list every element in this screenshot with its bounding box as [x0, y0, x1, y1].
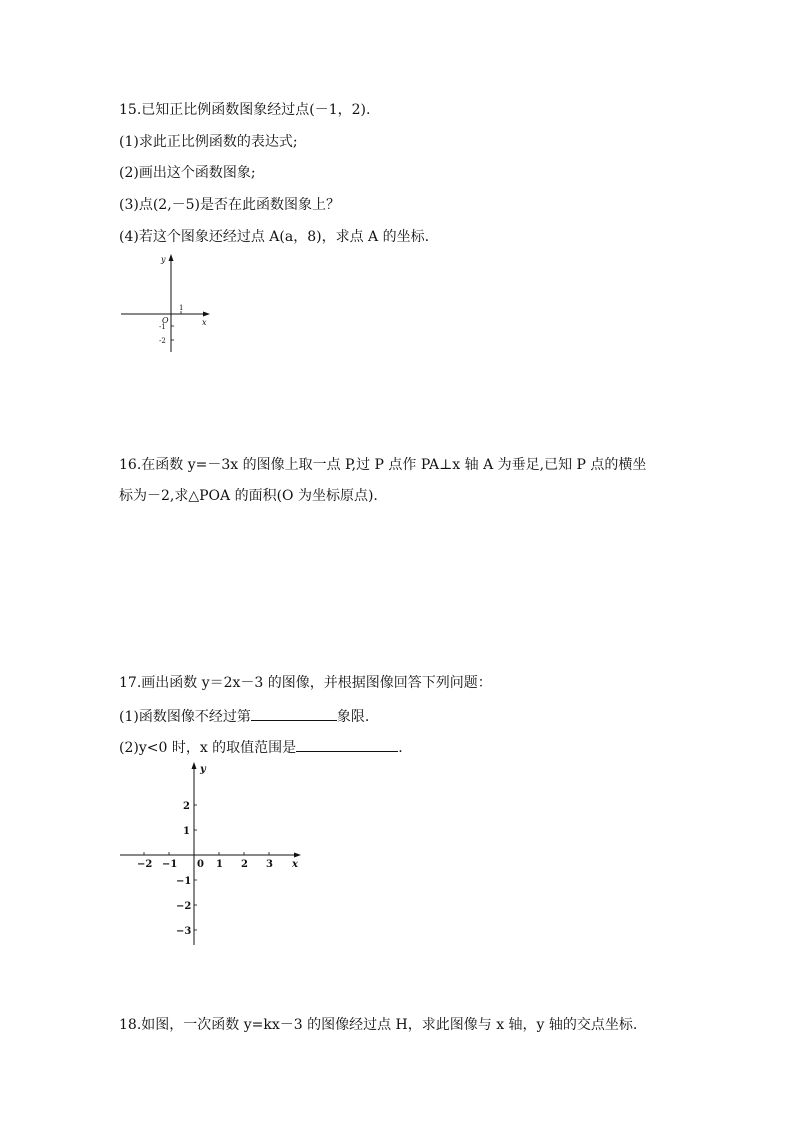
q15-coordinate-graph: [118, 252, 218, 354]
q15-stem: 15.已知正比例函数图象经过点(－1，2).: [119, 102, 371, 118]
q15-origin-label: O: [162, 316, 169, 325]
q16-line1: 16.在函数 y=－3x 的图像上取一点 P,过 P 点作 PA⊥x 轴 A 为垂足,已知 P 点的横坐: [119, 457, 647, 473]
q15-part4: (4)若这个图象还经过点 A(a，8)，求点 A 的坐标.: [119, 229, 430, 245]
q15-y-label: y: [161, 255, 166, 264]
q17-coordinate-graph: [118, 760, 308, 950]
q17-part1-text: (1)函数图像不经过第: [119, 709, 251, 725]
q17-part1-suffix: 象限.: [336, 709, 370, 725]
q15-tick-label-y-neg1: -1: [159, 323, 166, 331]
q17-x-tick-label: 0: [197, 859, 204, 870]
q17-y-tick-label: −1: [176, 876, 192, 887]
q15-tick-label-x1: 1: [179, 304, 184, 312]
q15-tick-label-y-neg2: -2: [159, 337, 166, 345]
q17-y-label: y: [200, 764, 206, 775]
q15-part1: (1)求此正比例函数的表达式;: [119, 134, 298, 150]
q15-part2: (2)画出这个函数图象;: [119, 165, 256, 181]
q17-y-tick-label: 2: [183, 801, 190, 812]
q17-stem: 17.画出函数 y＝2x－3 的图像，并根据图像回答下列问题：: [119, 675, 492, 691]
q15-part3: (3)点(2,－5)是否在此函数图象上？: [119, 197, 341, 213]
q18-stem: 18.如图，一次函数 y=kx－3 的图像经过点 H，求此图像与 x 轴，y 轴的交点坐标.: [119, 1017, 638, 1033]
q17-x-tick-label: −1: [162, 859, 178, 870]
q17-part1: [119, 706, 369, 726]
q17-y-arrow: [192, 762, 197, 769]
q17-y-tick-label: −3: [176, 926, 192, 937]
q17-x-tick-label: 1: [216, 859, 223, 870]
q17-x-tick-label: −2: [137, 859, 153, 870]
q17-answer-blank-2[interactable]: [296, 737, 398, 752]
q17-y-tick-label: 1: [183, 826, 190, 837]
q16-line2: 标为－2,求△POA 的面积(O 为坐标原点).: [119, 488, 378, 504]
q15-x-label: x: [202, 318, 207, 327]
q15-x-arrow: [203, 312, 210, 317]
q17-x-tick-label: 2: [241, 859, 248, 870]
q17-x-tick-label: 3: [266, 859, 273, 870]
q15-y-arrow: [169, 254, 174, 261]
q17-part2-text: (2)y<0 时，x 的取值范围是: [119, 740, 297, 756]
q17-part2: [119, 737, 403, 757]
q17-x-arrow: [294, 853, 301, 858]
q17-part2-suffix: .: [398, 740, 403, 756]
q17-y-tick-label: −2: [176, 901, 192, 912]
q17-x-label: x: [292, 859, 298, 870]
q17-answer-blank-1[interactable]: [251, 706, 337, 721]
